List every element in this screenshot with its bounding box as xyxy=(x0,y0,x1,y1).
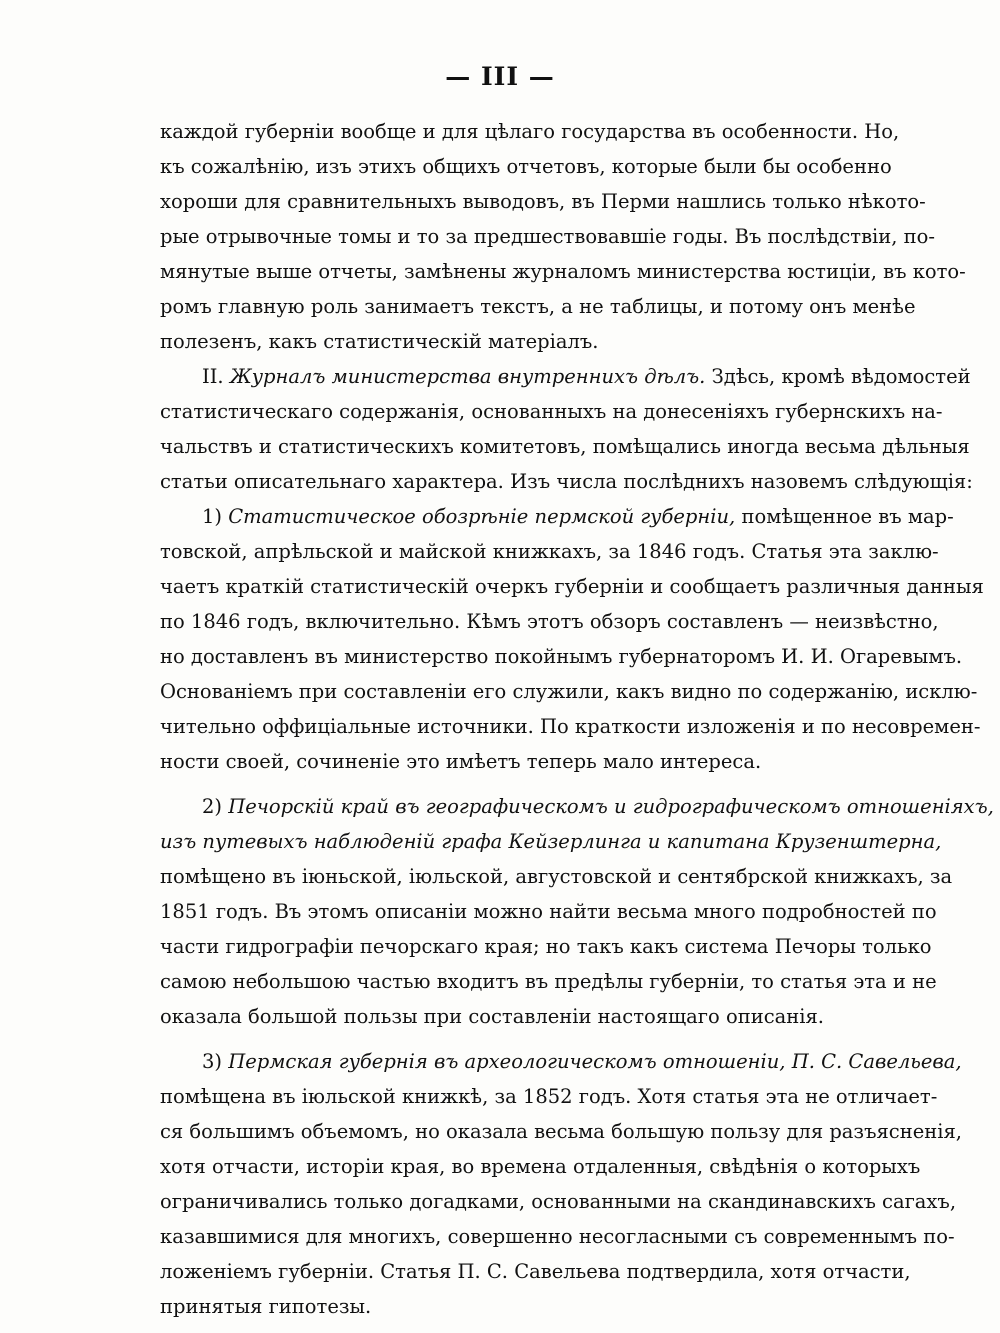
text-line: ложеніемъ губерніи. Статья П. С. Савельева подтвердила, хотя отчасти, xyxy=(160,1260,911,1283)
paragraph-spacer xyxy=(160,1034,868,1044)
text-line: помѣщено въ іюньской, іюльской, августовской и сентябрской книжкахъ, за xyxy=(160,865,953,888)
item-numeral: 1) xyxy=(202,505,223,528)
page-number: — III — xyxy=(445,62,555,91)
text-line: полезенъ, какъ статистическій матеріалъ. xyxy=(160,330,599,353)
text-line: товской, апрѣльской и майской книжкахъ, за 1846 годъ. Статья эта заклю- xyxy=(160,540,939,563)
list-item-3 xyxy=(160,1044,962,1324)
text-line: каждой губерніи вообще и для цѣлаго государства въ особенности. Но, xyxy=(160,120,900,143)
text-line: хороши для сравнительныхъ выводовъ, въ Перми нашлись только нѣкото- xyxy=(160,190,926,213)
text-line: самою небольшою частью входитъ въ предѣлы губерніи, то статья эта и не xyxy=(160,970,937,993)
paragraph-continuation xyxy=(160,114,966,359)
article-title: Пермская губернія въ археологическомъ отношеніи, П. С. Савельева, xyxy=(228,1050,962,1073)
item-heading-line xyxy=(160,1044,962,1079)
text-line: но доставленъ въ министерство покойнымъ губернаторомъ И. И. Огаревымъ. xyxy=(160,645,963,668)
text-line: казавшимися для многихъ, совершенно несогласными съ современнымъ по- xyxy=(160,1225,955,1248)
text-line: ромъ главную роль занимаетъ текстъ, а не таблицы, и потому онъ менѣе xyxy=(160,295,916,318)
item-heading-line xyxy=(160,789,994,824)
section-numeral: II. xyxy=(202,365,224,388)
text-line: помѣщена въ іюльской книжкѣ, за 1852 годъ. Хотя статья эта не отличает- xyxy=(160,1085,938,1108)
text-line: статьи описательнаго характера. Изъ числа послѣднихъ назовемъ слѣдующія: xyxy=(160,470,973,493)
paragraph-heading-line xyxy=(160,359,971,394)
text-line: принятыя гипотезы. xyxy=(160,1295,372,1318)
text-line: части гидрографіи печорскаго края; но такъ какъ система Печоры только xyxy=(160,935,932,958)
text-line: ограничивались только догадками, основанными на скандинавскихъ сагахъ, xyxy=(160,1190,957,1213)
text-fragment: помѣщенное въ мар- xyxy=(741,505,954,528)
text-line: чальствъ и статистическихъ комитетовъ, помѣщались иногда весьма дѣльныя xyxy=(160,435,970,458)
text-fragment: Здѣсь, кромѣ вѣдомостей xyxy=(711,365,971,388)
text-line xyxy=(160,824,942,859)
text-line: ся большимъ объемомъ, но оказала весьма большую пользу для разъясненія, xyxy=(160,1120,962,1143)
item-numeral: 2) xyxy=(202,795,223,818)
article-title: Печорскій край въ географическомъ и гидрографическомъ отношеніяхъ, xyxy=(228,795,994,818)
source-title: Журналъ министерства внутреннихъ дѣлъ. xyxy=(229,365,706,388)
text-line: хотя отчасти, исторіи края, во времена отдаленныя, свѣдѣнія о которыхъ xyxy=(160,1155,921,1178)
list-item-2 xyxy=(160,789,994,1034)
item-numeral: 3) xyxy=(202,1050,223,1073)
text-line: мянутые выше отчеты, замѣнены журналомъ министерства юстиціи, въ кото- xyxy=(160,260,966,283)
paragraph-spacer xyxy=(160,779,868,789)
text-line: чительно оффиціальные источники. По краткости изложенія и по несовремен- xyxy=(160,715,981,738)
body-text xyxy=(160,114,994,1324)
list-item-1 xyxy=(160,499,984,779)
text-line: Основаніемъ при составленіи его служили, какъ видно по содержанію, исклю- xyxy=(160,680,978,703)
paragraph-journal-interior xyxy=(160,359,973,499)
text-line: статистическаго содержанія, основанныхъ на донесеніяхъ губернскихъ на- xyxy=(160,400,943,423)
text-line: рые отрывочные томы и то за предшествовавшіе годы. Въ послѣдствіи, по- xyxy=(160,225,936,248)
text-line: 1851 годъ. Въ этомъ описаніи можно найти весьма много подробностей по xyxy=(160,900,937,923)
text-line: оказала большой пользы при составленіи настоящаго описанія. xyxy=(160,1005,824,1028)
article-title: Статистическое обозрѣніе пермской губерніи, xyxy=(228,505,736,528)
text-line: по 1846 годъ, включительно. Кѣмъ этотъ обзоръ составленъ — неизвѣстно, xyxy=(160,610,939,633)
text-line: къ сожалѣнію, изъ этихъ общихъ отчетовъ, которые были бы особенно xyxy=(160,155,892,178)
article-title-continuation: изъ путевыхъ наблюденій графа Кейзерлинга и капитана Крузенштерна, xyxy=(160,830,942,853)
item-heading-line xyxy=(160,499,954,534)
text-line: ности своей, сочиненіе это имѣетъ теперь мало интереса. xyxy=(160,750,762,773)
text-line: чаетъ краткій статистическій очеркъ губерніи и сообщаетъ различныя данныя xyxy=(160,575,984,598)
